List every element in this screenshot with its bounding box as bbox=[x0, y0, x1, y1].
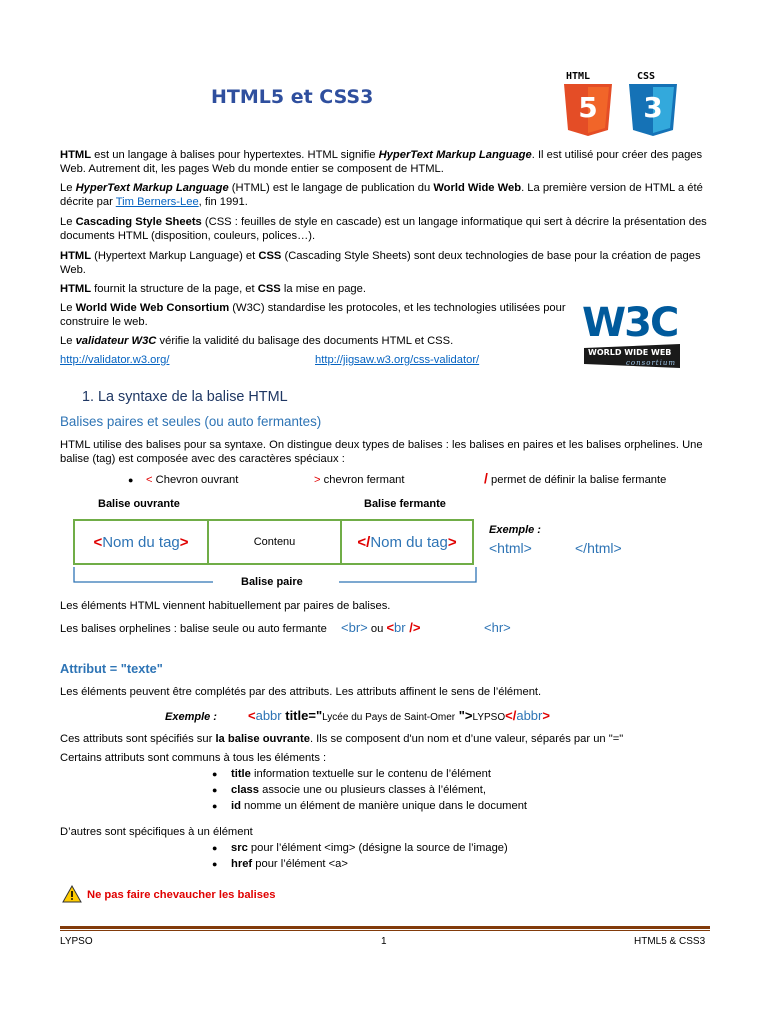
opening-tag-cell: <Nom du tag> bbox=[75, 521, 209, 563]
footer-rule-thin bbox=[60, 930, 710, 931]
bullet-icon: ● bbox=[212, 843, 218, 853]
bullet-icon: ● bbox=[212, 801, 218, 811]
footer-page-number: 1 bbox=[381, 936, 387, 947]
common-attributes-intro: Certains attributs sont communs à tous les éléments : bbox=[60, 752, 327, 764]
page-title: HTML5 et CSS3 bbox=[211, 86, 374, 108]
tag-diagram bbox=[73, 519, 474, 565]
attributes-paragraph: Les éléments peuvent être complétés par des attributs. Les attributs affinent le sens de l’élément. bbox=[60, 686, 542, 698]
intro-paragraph-7: Le validateur W3C vérifie la validité du balisage des documents HTML et CSS. bbox=[60, 335, 454, 347]
intro-paragraph-1: HTML est un langage à balises pour hypertextes. HTML signifie HyperText Markup Language. Il est utilisé pour créer des pages Web. Autrement dit, les pages Web du monde entier se composent de HTML. bbox=[60, 149, 703, 175]
example-close-tag: </html> bbox=[575, 540, 622, 556]
list-item-href: href pour l’élément <a> bbox=[231, 858, 348, 870]
berners-lee-link[interactable]: Tim Berners-Lee bbox=[115, 196, 199, 208]
closing-tag-cell: </Nom du tag> bbox=[357, 533, 457, 551]
section-heading: 1. La syntaxe de la balise HTML bbox=[82, 389, 288, 405]
footer-right: HTML5 & CSS3 bbox=[634, 936, 706, 947]
char-open: < Chevron ouvrant bbox=[146, 474, 239, 486]
orphan-line: Les balises orphelines : balise seule ou auto fermante <br> ou <br /> bbox=[60, 620, 421, 635]
intro-paragraph-5: HTML fournit la structure de la page, et CSS la mise en page. bbox=[60, 283, 366, 295]
label-balise-paire: Balise paire bbox=[241, 576, 303, 588]
content-cell: Contenu bbox=[209, 521, 342, 563]
css-validator-link[interactable]: http://jigsaw.w3.org/css-validator/ bbox=[315, 354, 480, 366]
intro-paragraph-3: Le Cascading Style Sheets (CSS : feuilles de style en cascade) est un langage informatique qui sert à décrire la présentation des documents HTML (disposition, couleurs, polices…). bbox=[60, 216, 707, 242]
intro-paragraph-6: Le World Wide Web Consortium (W3C) standardise les protocoles, et les technologies utilisées pour construire le web. bbox=[60, 302, 566, 328]
bullet-icon: ● bbox=[128, 475, 134, 485]
list-item-class: class associe une ou plusieurs classes à l’élément, bbox=[231, 784, 486, 796]
subsection-heading-attribut: Attribut = "texte" bbox=[60, 661, 163, 676]
validator-link[interactable]: http://validator.w3.org/ bbox=[60, 354, 170, 366]
attr-example-code: <abbr title="Lycée du Pays de Saint-Omer ">LYPSO</abbr> bbox=[248, 708, 550, 723]
label-balise-fermante: Balise fermante bbox=[364, 498, 446, 510]
footer-left: LYPSO bbox=[60, 936, 93, 947]
intro-paragraph-4: HTML (Hypertext Markup Language) et CSS (Cascading Style Sheets) sont deux technologies de base pour la création de pages Web. bbox=[60, 250, 701, 276]
css3-number: 3 bbox=[643, 91, 663, 124]
char-close: > chevron fermant bbox=[314, 474, 405, 486]
orphan-hr: <hr> bbox=[484, 620, 511, 635]
bullet-icon: ● bbox=[212, 769, 218, 779]
list-item-title: title information textuelle sur le contenu de l’élément bbox=[231, 768, 491, 780]
footer-rule bbox=[60, 926, 710, 929]
attr-example-label: Exemple : bbox=[165, 711, 217, 723]
bullet-icon: ● bbox=[212, 785, 218, 795]
css3-logo: CSS 3 bbox=[627, 70, 679, 136]
pairs-paragraph: Les éléments HTML viennent habituellement par paires de balises. bbox=[60, 600, 391, 612]
w3c-logo: W3C WORLD WIDE WEB consortium bbox=[580, 298, 684, 376]
list-item-src: src pour l’élément <img> (désigne la source de l’image) bbox=[231, 842, 508, 854]
warning-icon bbox=[62, 885, 82, 903]
list-item-id: id nomme un élément de manière unique dans le document bbox=[231, 800, 528, 812]
specific-attributes-intro: D’autres sont spécifiques à un élément bbox=[60, 826, 253, 838]
intro-paragraph-2: Le HyperText Markup Language (HTML) est le langage de publication du World Wide Web. La première version de HTML a été décrite par Tim Berners-Lee, fin 1991. bbox=[60, 182, 703, 208]
example-label: Exemple : bbox=[489, 524, 541, 536]
example-open-tag: <html> bbox=[489, 540, 532, 556]
bullet-icon: ● bbox=[212, 859, 218, 869]
subsection-heading-pairs: Balises paires et seules (ou auto fermantes) bbox=[60, 414, 322, 429]
html5-number: 5 bbox=[578, 91, 598, 124]
syntax-paragraph: HTML utilise des balises pour sa syntaxe. On distingue deux types de balises : les balises en paires et les balises orphelines. Une balise (tag) est composée avec des caractères spéciaux : bbox=[60, 439, 703, 465]
char-slash: / permet de définir la balise fermante bbox=[484, 470, 667, 486]
label-balise-ouvrante: Balise ouvrante bbox=[98, 498, 180, 510]
warning-text: Ne pas faire chevaucher les balises bbox=[87, 889, 276, 901]
html5-logo: HTML 5 bbox=[562, 70, 614, 136]
attributes-spec-paragraph: Ces attributs sont spécifiés sur la balise ouvrante. Ils se composent d'un nom et d’une valeur, séparés par un "=" bbox=[60, 733, 624, 745]
